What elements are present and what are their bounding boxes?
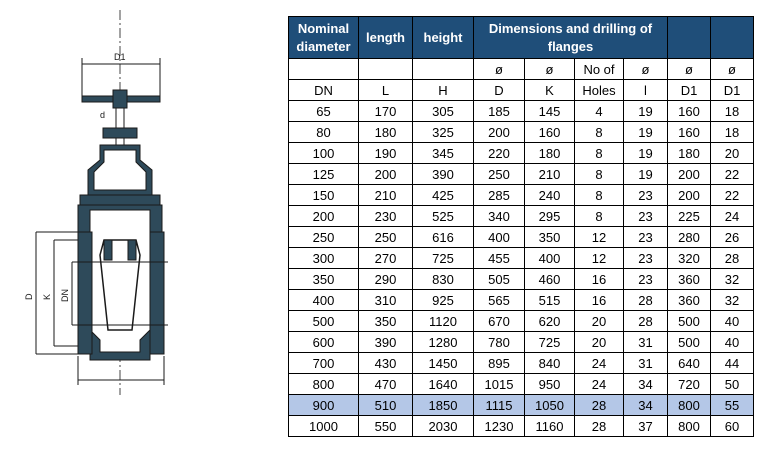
table-cell: 34 — [624, 395, 668, 416]
table-cell: 31 — [624, 353, 668, 374]
table-cell: 200 — [289, 206, 359, 227]
table-row — [289, 185, 754, 206]
table-cell: 22 — [711, 164, 754, 185]
table-cell: 340 — [474, 206, 525, 227]
table-cell: 800 — [289, 374, 359, 395]
table-cell: 250 — [289, 227, 359, 248]
table-cell: 80 — [289, 122, 359, 143]
table-cell: 24 — [575, 374, 624, 395]
table-cell: 840 — [525, 353, 575, 374]
table-cell: 150 — [289, 185, 359, 206]
header-cell — [413, 59, 474, 80]
table-cell: 40 — [711, 311, 754, 332]
table-cell: 8 — [575, 143, 624, 164]
table-row — [289, 374, 754, 395]
header-blank-2 — [711, 17, 754, 59]
table-cell: 210 — [525, 164, 575, 185]
table-cell: 620 — [525, 311, 575, 332]
table-cell: 18 — [711, 122, 754, 143]
table-cell: 565 — [474, 290, 525, 311]
table-cell: 125 — [289, 164, 359, 185]
table-cell: 670 — [474, 311, 525, 332]
header-row-2 — [289, 59, 754, 80]
header-cell: l — [624, 80, 668, 101]
table-row — [289, 164, 754, 185]
table-cell: 1015 — [474, 374, 525, 395]
table-cell: 350 — [289, 269, 359, 290]
header-row-3 — [289, 80, 754, 101]
table-cell: 320 — [668, 248, 711, 269]
table-cell: 1280 — [413, 332, 474, 353]
table-cell: 360 — [668, 290, 711, 311]
table-cell: 725 — [525, 332, 575, 353]
table-cell: 616 — [413, 227, 474, 248]
table-row — [289, 416, 754, 437]
table-cell: 200 — [359, 164, 413, 185]
table-cell: 28 — [575, 395, 624, 416]
table-cell: 455 — [474, 248, 525, 269]
table-cell: 20 — [711, 143, 754, 164]
table-cell: 23 — [624, 185, 668, 206]
table-row — [289, 227, 754, 248]
table-cell: 16 — [575, 269, 624, 290]
table-row — [289, 395, 754, 416]
table-cell: 425 — [413, 185, 474, 206]
table-row — [289, 311, 754, 332]
table-cell: 60 — [711, 416, 754, 437]
header-cell: ø — [624, 59, 668, 80]
table-cell: 185 — [474, 101, 525, 122]
table-cell: 510 — [359, 395, 413, 416]
table-row — [289, 143, 754, 164]
header-blank-1 — [668, 17, 711, 59]
table-cell: 23 — [624, 206, 668, 227]
table-cell: 23 — [624, 248, 668, 269]
label-D: D — [24, 293, 34, 300]
table-cell: 34 — [624, 374, 668, 395]
table-cell: 190 — [359, 143, 413, 164]
table-row — [289, 269, 754, 290]
table-cell: 830 — [413, 269, 474, 290]
table-row — [289, 290, 754, 311]
table-cell: 65 — [289, 101, 359, 122]
table-cell: 895 — [474, 353, 525, 374]
table-cell: 290 — [359, 269, 413, 290]
table-cell: 250 — [359, 227, 413, 248]
table-cell: 40 — [711, 332, 754, 353]
table-cell: 28 — [624, 311, 668, 332]
table-cell: 270 — [359, 248, 413, 269]
table-row — [289, 206, 754, 227]
table-cell: 16 — [575, 290, 624, 311]
table-cell: 145 — [525, 101, 575, 122]
table-row — [289, 101, 754, 122]
table-cell: 390 — [359, 332, 413, 353]
table-cell: 28 — [624, 290, 668, 311]
table-cell: 100 — [289, 143, 359, 164]
table-cell: 32 — [711, 290, 754, 311]
table-cell: 28 — [711, 248, 754, 269]
table-cell: 19 — [624, 101, 668, 122]
table-cell: 305 — [413, 101, 474, 122]
header-flanges: Dimensions and drilling of flanges — [474, 17, 668, 59]
header-height: height — [413, 17, 474, 59]
table-cell: 350 — [359, 311, 413, 332]
table-cell: 180 — [668, 143, 711, 164]
table-cell: 19 — [624, 143, 668, 164]
table-cell: 1120 — [413, 311, 474, 332]
table-cell: 23 — [624, 269, 668, 290]
table-cell: 360 — [668, 269, 711, 290]
table-cell: 12 — [575, 227, 624, 248]
table-cell: 310 — [359, 290, 413, 311]
table-cell: 180 — [525, 143, 575, 164]
table-cell: 19 — [624, 164, 668, 185]
table-cell: 800 — [668, 416, 711, 437]
table-cell: 515 — [525, 290, 575, 311]
table-cell: 345 — [413, 143, 474, 164]
table-cell: 160 — [525, 122, 575, 143]
label-d: d — [100, 110, 106, 120]
table-cell: 400 — [474, 227, 525, 248]
table-cell: 24 — [575, 353, 624, 374]
table-cell: 225 — [668, 206, 711, 227]
table-cell: 550 — [359, 416, 413, 437]
table-row — [289, 332, 754, 353]
table-cell: 430 — [359, 353, 413, 374]
table-cell: 300 — [289, 248, 359, 269]
table-cell: 725 — [413, 248, 474, 269]
header-cell: DN — [289, 80, 359, 101]
header-cell: Holes — [575, 80, 624, 101]
table-cell: 500 — [668, 311, 711, 332]
table-cell: 170 — [359, 101, 413, 122]
table-cell: 390 — [413, 164, 474, 185]
header-cell: No of — [575, 59, 624, 80]
table-cell: 700 — [289, 353, 359, 374]
header-cell: D1 — [711, 80, 754, 101]
table-cell: 600 — [289, 332, 359, 353]
table-cell: 460 — [525, 269, 575, 290]
table-cell: 925 — [413, 290, 474, 311]
table-cell: 1450 — [413, 353, 474, 374]
table-cell: 8 — [575, 164, 624, 185]
header-cell: D — [474, 80, 525, 101]
table-cell: 44 — [711, 353, 754, 374]
table-cell: 1050 — [525, 395, 575, 416]
table-cell: 2030 — [413, 416, 474, 437]
table-cell: 720 — [668, 374, 711, 395]
table-cell: 1640 — [413, 374, 474, 395]
table-cell: 8 — [575, 185, 624, 206]
table-cell: 31 — [624, 332, 668, 353]
table-cell: 18 — [711, 101, 754, 122]
header-cell: ø — [668, 59, 711, 80]
table-cell: 160 — [668, 101, 711, 122]
table-cell: 22 — [711, 185, 754, 206]
header-length: length — [359, 17, 413, 59]
table-cell: 28 — [575, 416, 624, 437]
spec-table — [288, 16, 754, 437]
label-K: K — [42, 293, 52, 300]
header-cell: ø — [711, 59, 754, 80]
table-row — [289, 248, 754, 269]
table-cell: 230 — [359, 206, 413, 227]
table-cell: 250 — [474, 164, 525, 185]
table-cell: 950 — [525, 374, 575, 395]
right-flange — [150, 232, 164, 354]
table-cell: 1230 — [474, 416, 525, 437]
header-cell — [359, 59, 413, 80]
table-cell: 55 — [711, 395, 754, 416]
table-cell: 20 — [575, 311, 624, 332]
table-cell: 1115 — [474, 395, 525, 416]
table-cell: 24 — [711, 206, 754, 227]
table-cell: 500 — [668, 332, 711, 353]
table-cell: 240 — [525, 185, 575, 206]
table-cell: 220 — [474, 143, 525, 164]
table-cell: 160 — [668, 122, 711, 143]
table-cell: 32 — [711, 269, 754, 290]
table-cell: 210 — [359, 185, 413, 206]
table-cell: 505 — [474, 269, 525, 290]
table-cell: 470 — [359, 374, 413, 395]
table-body — [289, 101, 754, 437]
header-cell: D1 — [668, 80, 711, 101]
header-cell: L — [359, 80, 413, 101]
table-cell: 4 — [575, 101, 624, 122]
header-cell — [289, 59, 359, 80]
table-cell: 640 — [668, 353, 711, 374]
table-cell: 500 — [289, 311, 359, 332]
table-cell: 200 — [668, 185, 711, 206]
label-DN: DN — [60, 289, 70, 302]
table-cell: 200 — [474, 122, 525, 143]
table-cell: 200 — [668, 164, 711, 185]
table-cell: 525 — [413, 206, 474, 227]
header-cell: K — [525, 80, 575, 101]
table-cell: 180 — [359, 122, 413, 143]
table-cell: 20 — [575, 332, 624, 353]
header-cell: ø — [474, 59, 525, 80]
header-row-1 — [289, 17, 754, 59]
table-cell: 8 — [575, 122, 624, 143]
table-cell: 19 — [624, 122, 668, 143]
table-cell: 800 — [668, 395, 711, 416]
table-cell: 325 — [413, 122, 474, 143]
table-cell: 295 — [525, 206, 575, 227]
table-cell: 12 — [575, 248, 624, 269]
table-cell: 8 — [575, 206, 624, 227]
table-cell: 23 — [624, 227, 668, 248]
table-cell: 285 — [474, 185, 525, 206]
table-cell: 1850 — [413, 395, 474, 416]
header-cell: ø — [525, 59, 575, 80]
gate-valve-drawing — [0, 0, 280, 473]
header-cell: H — [413, 80, 474, 101]
table-cell: 350 — [525, 227, 575, 248]
left-flange — [78, 232, 92, 354]
table-cell: 37 — [624, 416, 668, 437]
table-cell: 780 — [474, 332, 525, 353]
table-cell: 900 — [289, 395, 359, 416]
header-nominal-diameter: Nominal diameter — [289, 17, 359, 59]
table-cell: 1000 — [289, 416, 359, 437]
label-d1: D1 — [114, 52, 126, 62]
table-cell: 1160 — [525, 416, 575, 437]
table-cell: 400 — [525, 248, 575, 269]
table-cell: 280 — [668, 227, 711, 248]
table-cell: 400 — [289, 290, 359, 311]
table-cell: 50 — [711, 374, 754, 395]
table-row — [289, 353, 754, 374]
table-row — [289, 122, 754, 143]
table-cell: 26 — [711, 227, 754, 248]
